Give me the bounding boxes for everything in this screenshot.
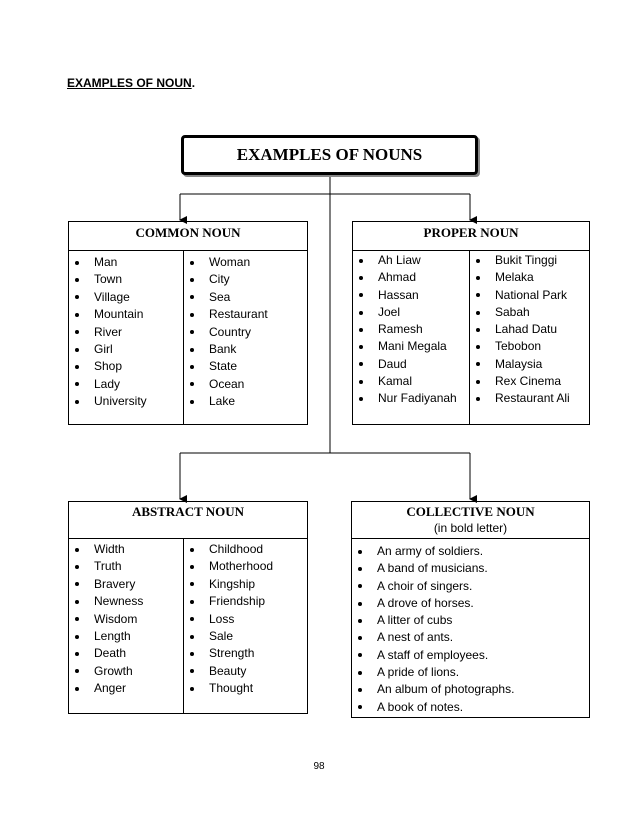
abstract-noun-columns: [69, 539, 307, 713]
list-item: Loss: [184, 611, 307, 628]
common-noun-list-1: [69, 254, 183, 411]
abstract-noun-col2: [183, 539, 307, 713]
list-item: Sale: [184, 628, 307, 645]
page-heading-suffix: .: [191, 76, 196, 90]
list-item: A book of notes.: [352, 699, 589, 716]
list-item: Bukit Tinggi: [470, 252, 589, 269]
list-item: Truth: [69, 558, 183, 575]
proper-noun-list-2: [470, 252, 589, 408]
list-item: Thought: [184, 680, 307, 697]
list-item: An army of soldiers.: [352, 543, 589, 560]
list-item: A nest of ants.: [352, 629, 589, 646]
list-item: Malaysia: [470, 356, 589, 373]
list-item: Town: [69, 271, 183, 288]
common-noun-header: [69, 222, 307, 251]
list-item: Hassan: [353, 287, 469, 304]
list-item: City: [184, 271, 307, 288]
list-item: Width: [69, 541, 183, 558]
common-noun-col2: [183, 251, 307, 424]
list-item: State: [184, 358, 307, 375]
list-item: Wisdom: [69, 611, 183, 628]
common-noun-title: COMMON NOUN: [135, 225, 241, 240]
list-item: Lady: [69, 376, 183, 393]
proper-noun-title: PROPER NOUN: [423, 225, 519, 240]
list-item: Nur Fadiyanah: [353, 390, 469, 407]
list-item: Lake: [184, 393, 307, 410]
collective-noun-list: [352, 543, 589, 716]
common-noun-columns: [69, 251, 307, 424]
list-item: Newness: [69, 593, 183, 610]
list-item: Growth: [69, 663, 183, 680]
list-item: Restaurant Ali: [470, 390, 589, 407]
list-item: Ahmad: [353, 269, 469, 286]
list-item: River: [69, 324, 183, 341]
list-item: A band of musicians.: [352, 560, 589, 577]
list-item: Mountain: [69, 306, 183, 323]
list-item: Motherhood: [184, 558, 307, 575]
list-item: Bravery: [69, 576, 183, 593]
list-item: Sabah: [470, 304, 589, 321]
diagram-title-box: [181, 135, 478, 175]
list-item: Length: [69, 628, 183, 645]
list-item: A litter of cubs: [352, 612, 589, 629]
abstract-noun-list-1: [69, 541, 183, 698]
list-item: Kingship: [184, 576, 307, 593]
list-item: Sea: [184, 289, 307, 306]
common-noun-list-2: [184, 254, 307, 411]
list-item: Bank: [184, 341, 307, 358]
list-item: A staff of employees.: [352, 647, 589, 664]
list-item: A choir of singers.: [352, 578, 589, 595]
collective-noun-box: [351, 501, 590, 718]
list-item: A pride of lions.: [352, 664, 589, 681]
list-item: Lahad Datu: [470, 321, 589, 338]
abstract-noun-box: [68, 501, 308, 714]
list-item: Village: [69, 289, 183, 306]
list-item: Ah Liaw: [353, 252, 469, 269]
list-item: Joel: [353, 304, 469, 321]
collective-noun-header: [352, 502, 589, 539]
list-item: A drove of horses.: [352, 595, 589, 612]
abstract-noun-col1: [69, 539, 183, 713]
list-item: Beauty: [184, 663, 307, 680]
list-item: Childhood: [184, 541, 307, 558]
list-item: Restaurant: [184, 306, 307, 323]
list-item: Man: [69, 254, 183, 271]
list-item: Shop: [69, 358, 183, 375]
page-number: 98: [313, 761, 325, 772]
collective-noun-col: [352, 539, 589, 717]
abstract-noun-header: [69, 502, 307, 539]
proper-noun-header: [353, 222, 589, 251]
proper-noun-box: [352, 221, 590, 425]
list-item: Anger: [69, 680, 183, 697]
collective-noun-title: COLLECTIVE NOUN: [406, 504, 535, 519]
list-item: Ocean: [184, 376, 307, 393]
abstract-noun-list-2: [184, 541, 307, 698]
proper-noun-list-1: [353, 252, 469, 408]
list-item: Country: [184, 324, 307, 341]
list-item: Woman: [184, 254, 307, 271]
common-noun-col1: [69, 251, 183, 424]
list-item: Melaka: [470, 269, 589, 286]
list-item: Ramesh: [353, 321, 469, 338]
list-item: Mani Megala: [353, 338, 469, 355]
collective-noun-columns: [352, 539, 589, 717]
proper-noun-columns: [353, 251, 589, 424]
collective-noun-subtitle: (in bold letter): [433, 521, 508, 535]
abstract-noun-title: ABSTRACT NOUN: [131, 504, 245, 519]
page-heading-text: EXAMPLES OF NOUN: [67, 76, 192, 90]
list-item: Daud: [353, 356, 469, 373]
list-item: Kamal: [353, 373, 469, 390]
list-item: National Park: [470, 287, 589, 304]
diagram-title: EXAMPLES OF NOUNS: [236, 145, 423, 164]
list-item: Death: [69, 645, 183, 662]
list-item: Tebobon: [470, 338, 589, 355]
list-item: An album of photographs.: [352, 681, 589, 698]
list-item: Strength: [184, 645, 307, 662]
list-item: Girl: [69, 341, 183, 358]
list-item: University: [69, 393, 183, 410]
common-noun-box: [68, 221, 308, 425]
list-item: Rex Cinema: [470, 373, 589, 390]
list-item: Friendship: [184, 593, 307, 610]
proper-noun-col1: [353, 251, 469, 424]
proper-noun-col2: [469, 251, 589, 424]
